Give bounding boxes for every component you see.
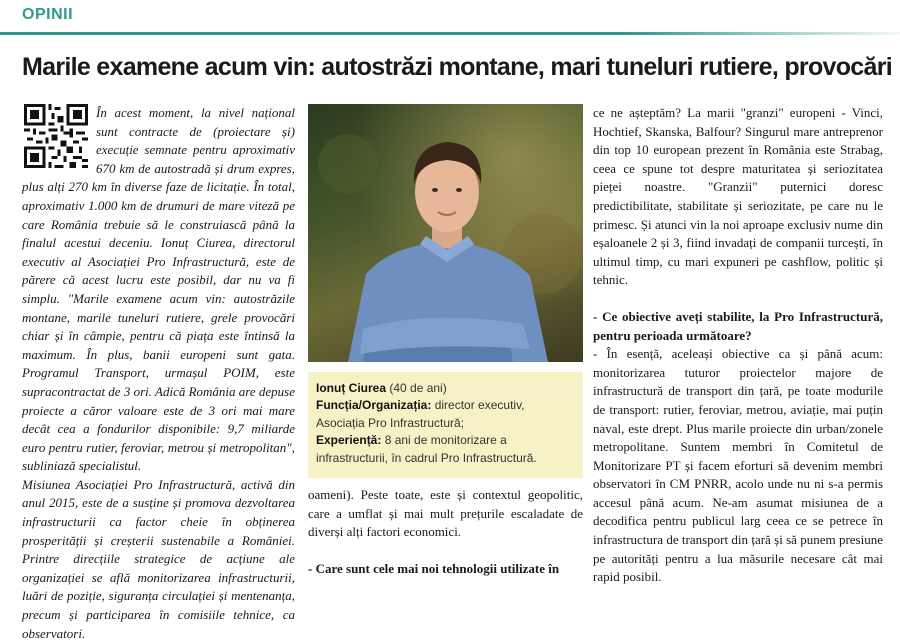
- left-paragraph-intro: În acest moment, la nivel național sunt contracte de (proiectare și) execuție semnate pentru aproximativ 670 km de autostradă și drum expres, plus alți 270 km în diverse faze de licitație. În total, aproximativ 1.000 km de drumuri de mare viteză pe care România trebuie să le construiască până la finalul acestui deceniu. Ionuț Ciurea, directorul executiv al Asociației Pro Infrastructură, este de părere că acest lucru este posibil, dar nu va fi simplu. "Marile examene acum vin: autostrăzile montane, marile tuneluri rutiere, grele provocări chiar și în câmpie, pentru că piața este întinsă la maximum. În plus, banii europeni sunt gata. Programul Transport, urmașul POIM, este supracontractat de 3 ori. Adică România are depuse proiecte a căror valoare este de 3 ori mai mare decât cea a fondurilor disponibile: 9,7 miliarde euro pentru rutier, feroviar, metrou și metropolitan", subliniază specialistul.: [22, 105, 295, 474]
- article-right-column: [593, 104, 883, 587]
- left-paragraph-mission: Misiunea Asociației Pro Infrastructură, activă din anul 2015, este de a susține și promova dezvoltarea infrastructurii ca factor cheie în obținerea prosperității și creșterii sustenabile a României. Printre direcțiile strategice de acțiune ale organizației se află monitorizarea infrastructurii, luări de poziție, siguranța circulației și mentenanța, precum și participarea în comisiile tehnice, ca observatori.: [22, 476, 295, 641]
- portrait-illustration: [308, 104, 583, 362]
- right-paragraph: ce ne așteptăm? La marii "granzi" europeni - Vinci, Hochtief, Skanska, Balfour? Singurul mare antreprenor din top 10 european prezent în România este Strabag, ceea ce spune tot despre maturitatea și seriozitatea pieței noastre. "Granzii" puternici doresc predictibilitate, stabilitate și seriozitate, pe care nu le primesc. Și atunci vin la noi aproape exclusiv nume din eșaloanele 2 și 3, fiind invadați de companii turcești, în ultimul timp, cu mari expuneri pe cashflow, politic și tehnic.: [593, 105, 883, 288]
- article-middle-column: [308, 486, 583, 578]
- caption-age: (40 de ani): [386, 381, 447, 395]
- caption-role-value: director executiv, Asociația Pro Infrastructură;: [316, 398, 525, 430]
- caption-exp-value: 8 ani de monitorizare a infrastructurii, în cadrul Pro Infrastructură.: [316, 433, 537, 465]
- right-question: - Ce obiective aveți stabilite, la Pro Infrastructură, pentru perioada următoare?: [593, 308, 883, 343]
- section-rule: [0, 32, 628, 35]
- caption-role-label: Funcția/Organizația:: [316, 398, 432, 413]
- middle-question: - Care sunt cele mai noi tehnologii utilizate în: [308, 560, 560, 576]
- article-left-column: [22, 104, 295, 643]
- right-answer: - În esență, aceleași obiective ca și până acum: monitorizarea tuturor proiectelor majore de infrastructură de transport din țară, pe toate modurile de transport: rutier, feroviar, metrou, aviație, mai puțin naval, este drept. Plus marile proiecte din urban/zonele metropolitane. Suntem membri în Comitetul de Monitorizare PT și facem eforturi să devenim membri observatori în CM PNRR, acolo unde nu ni s-a permis accesul până acum. Ne-am asumat misiunea de a decodifica pentru publicul larg ceea ce se petrece în infrastructura de transport din țară și să punem presiune pe autorități pentru a lua măsurile necesare cât mai rapid posibil.: [593, 346, 883, 585]
- caption-exp-label: Experiență:: [316, 433, 382, 448]
- caption-name: Ionuț Ciurea: [316, 381, 387, 395]
- section-label: OPINII: [22, 6, 74, 23]
- middle-paragraph: oameni). Peste toate, este și contextul geopolitic, care a umflat și mai mult prețurile escaladate de diverși alți factori economici.: [308, 487, 583, 540]
- portrait-photo: [308, 104, 583, 362]
- profile-caption: [308, 372, 583, 478]
- article-headline: Marile examene acum vin: autostrăzi montane, mari tuneluri rutiere, provocări: [22, 53, 892, 81]
- section-rule-fade: [628, 32, 900, 35]
